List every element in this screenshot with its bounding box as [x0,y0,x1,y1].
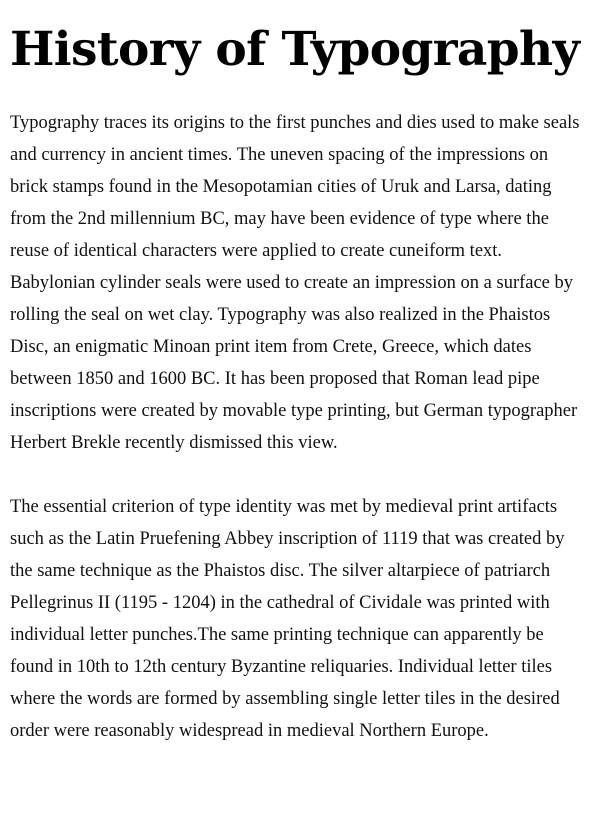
paragraph-origins: Typography traces its origins to the first punches and dies used to make seals and currency in ancient times. The uneven spacing of the impressions on brick stamps found in the Mesopotamian cities of Uruk and Larsa, dating from the 2nd millennium BC, may have been evidence of type where the reuse of identical characters were applied to create cuneiform text. Babylonian cylinder seals were used to create an impression on a surface by rolling the seal on wet clay. Typography was also realized in the Phaistos Disc, an enigmatic Minoan print item from Crete, Greece, which dates between 1850 and 1600 BC. It has been proposed that Roman lead pipe inscriptions were created by movable type printing, but German typographer Herbert Brekle recently dismissed this view. [10,113,580,453]
article [10,0,590,747]
paragraph-medieval: The essential criterion of type identity was met by medieval print artifacts such as the Latin Pruefening Abbey inscription of 1119 that was created by the same technique as the Phaistos disc. The silver altarpiece of patriarch Pellegrinus II (1195 - 1204) in the cathedral of Cividale was printed with individual letter punches.The same printing technique can apparently be found in 10th to 12th century Byzantine reliquaries. Individual letter tiles where the words are formed by assembling single letter tiles in the desired order were reasonably widespread in medieval Northern Europe. [10,497,565,741]
page-title: History of Typography [10,22,580,77]
